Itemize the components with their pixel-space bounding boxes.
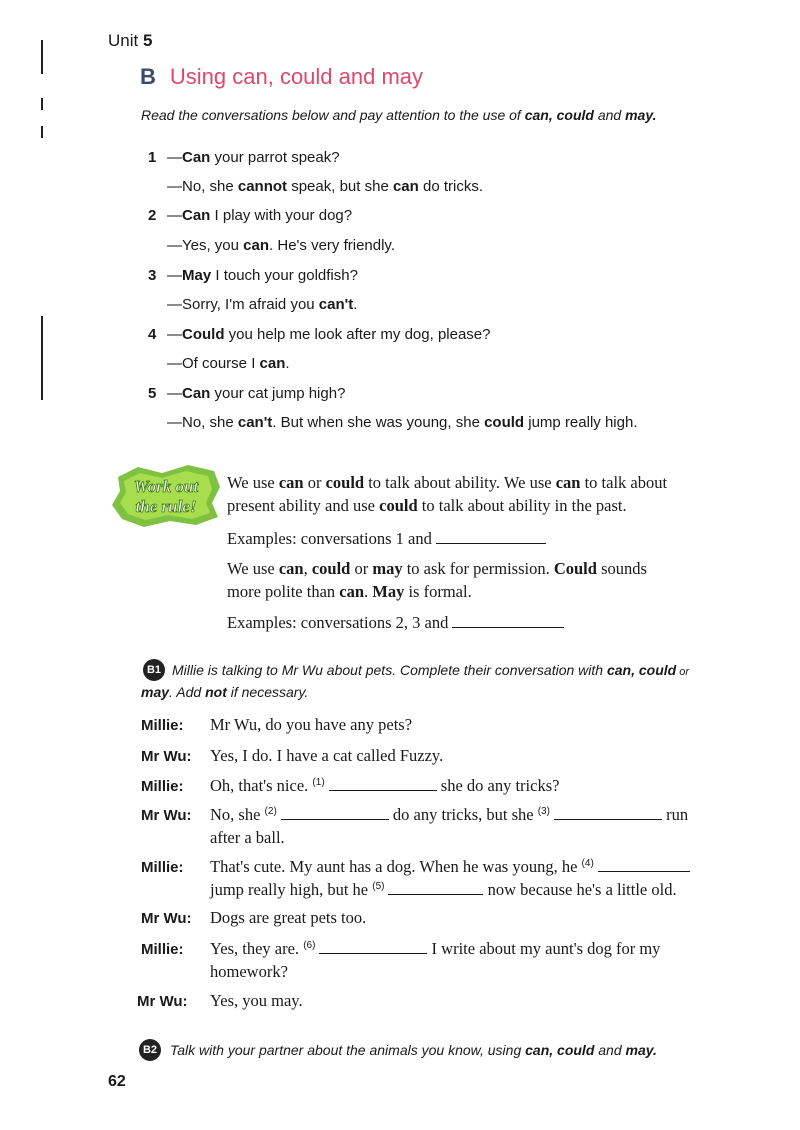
answer-blank[interactable] bbox=[436, 531, 546, 544]
conversation-number: 1 bbox=[148, 149, 157, 166]
speaker-mr-wu: Mr Wu: bbox=[141, 910, 192, 927]
conversation-question: —Can I play with your dog? bbox=[167, 207, 353, 224]
unit-number: 5 bbox=[142, 31, 153, 50]
instruction-bold: can, could bbox=[524, 107, 594, 123]
dialogue-line: No, she $^{(2)}$ do any tricks, but she $^{(3)}$ run bbox=[210, 805, 689, 824]
blank-number: (3) bbox=[537, 805, 550, 817]
conversation-answer: —No, she can't. But when she was young, she could jump really high. bbox=[167, 414, 638, 431]
section-letter: B bbox=[140, 64, 156, 89]
page-number: 62 bbox=[108, 1073, 126, 1090]
dialogue-line-cont: homework? bbox=[210, 962, 288, 981]
answer-blank[interactable] bbox=[452, 615, 564, 628]
exercise-b1-badge: B1 bbox=[143, 659, 165, 681]
conversation-question: —Can your parrot speak? bbox=[167, 149, 340, 166]
exercise-b1-instruction-cont: may. Add not if necessary. bbox=[141, 684, 309, 700]
dialogue-line: That's cute. My aunt has a dog. When he was young, he $^{(4)}$ bbox=[210, 857, 690, 877]
answer-blank-5[interactable] bbox=[388, 882, 483, 895]
speaker-millie: Millie: bbox=[141, 717, 184, 734]
section-title: Using can, could and may bbox=[169, 64, 424, 89]
conversation-number: 5 bbox=[148, 385, 157, 402]
blank-number: (1) bbox=[312, 776, 325, 788]
margin-mark bbox=[41, 126, 43, 138]
answer-blank-2[interactable] bbox=[281, 807, 389, 820]
blank-number: (5) bbox=[372, 880, 385, 892]
instruction-bold: may. bbox=[625, 107, 657, 123]
margin-mark bbox=[41, 40, 43, 74]
unit-label bbox=[108, 31, 152, 51]
badge-line-2: the rule! bbox=[135, 497, 197, 516]
answer-blank-1[interactable] bbox=[329, 778, 437, 791]
badge-line-1: Work out bbox=[133, 477, 199, 496]
blank-number: (2) bbox=[264, 805, 277, 817]
section-heading bbox=[140, 64, 423, 90]
instruction bbox=[141, 107, 656, 123]
exercise-b1-instruction: Millie is talking to Mr Wu about pets. Complete their conversation with can, could or bbox=[172, 662, 690, 678]
conversation-answer: —No, she cannot speak, but she can do tricks. bbox=[167, 178, 483, 195]
conversation-question: —May I touch your goldfish? bbox=[167, 267, 358, 284]
dialogue-line: Yes, they are. $^{(6)}$ I write about my aunt's dog for my bbox=[210, 939, 661, 958]
margin-mark bbox=[41, 316, 43, 400]
dialogue-line: Yes, I do. I have a cat called Fuzzy. bbox=[210, 746, 444, 765]
blank-number: (6) bbox=[303, 939, 316, 951]
instruction-and: and bbox=[593, 107, 626, 123]
speaker-millie: Millie: bbox=[141, 941, 184, 958]
conversation-question: —Could you help me look after my dog, please? bbox=[167, 326, 491, 343]
rule-example-1: Examples: conversations 1 and bbox=[227, 527, 767, 550]
conversation-answer: —Of course I can. bbox=[167, 355, 290, 372]
answer-blank-3[interactable] bbox=[554, 807, 662, 820]
dialogue-line: Mr Wu, do you have any pets? bbox=[210, 715, 413, 734]
answer-blank-6[interactable] bbox=[319, 941, 427, 954]
rule-example-2: Examples: conversations 2, 3 and bbox=[227, 611, 767, 634]
margin-mark bbox=[41, 98, 43, 110]
rule-paragraph-1: We use can or could to talk about ability. We use can to talk about present ability and use could to talk about ability in the past. bbox=[227, 473, 668, 515]
speaker-mr-wu: Mr Wu: bbox=[141, 748, 192, 765]
speaker-millie: Millie: bbox=[141, 859, 184, 876]
dialogue-line: Oh, that's nice. $^{(1)}$ she do any tricks? bbox=[210, 776, 560, 795]
unit-word: Unit bbox=[108, 31, 139, 50]
conversation-answer: —Sorry, I'm afraid you can't. bbox=[167, 296, 358, 313]
dialogue-line-cont: jump really high, but he $^{(5)}$ now because he's a little old. bbox=[210, 880, 677, 899]
instruction-text: Read the conversations below and pay attention to the use of bbox=[141, 107, 525, 123]
dialogue-line: Yes, you may. bbox=[210, 991, 303, 1010]
exercise-b2-badge: B2 bbox=[139, 1039, 161, 1061]
conversation-number: 4 bbox=[148, 326, 157, 343]
conversation-number: 2 bbox=[148, 207, 157, 224]
blank-number: (4) bbox=[581, 857, 594, 869]
rule-paragraph-2: We use can, could or may to ask for permission. Could sounds more polite than can. May is formal. bbox=[227, 559, 647, 601]
speaker-millie: Millie: bbox=[141, 778, 184, 795]
conversation-answer: —Yes, you can. He's very friendly. bbox=[167, 237, 395, 254]
speaker-mr-wu: Mr Wu: bbox=[137, 993, 188, 1010]
work-out-the-rule-badge bbox=[110, 465, 222, 527]
dialogue-line: Dogs are great pets too. bbox=[210, 908, 367, 927]
dialogue-line-cont: after a ball. bbox=[210, 828, 285, 847]
answer-blank-4[interactable] bbox=[598, 859, 690, 872]
conversation-question: —Can your cat jump high? bbox=[167, 385, 346, 402]
conversation-number: 3 bbox=[148, 267, 157, 284]
speaker-mr-wu: Mr Wu: bbox=[141, 807, 192, 824]
exercise-b2-instruction: Talk with your partner about the animals you know, using can, could and may. bbox=[170, 1042, 657, 1058]
